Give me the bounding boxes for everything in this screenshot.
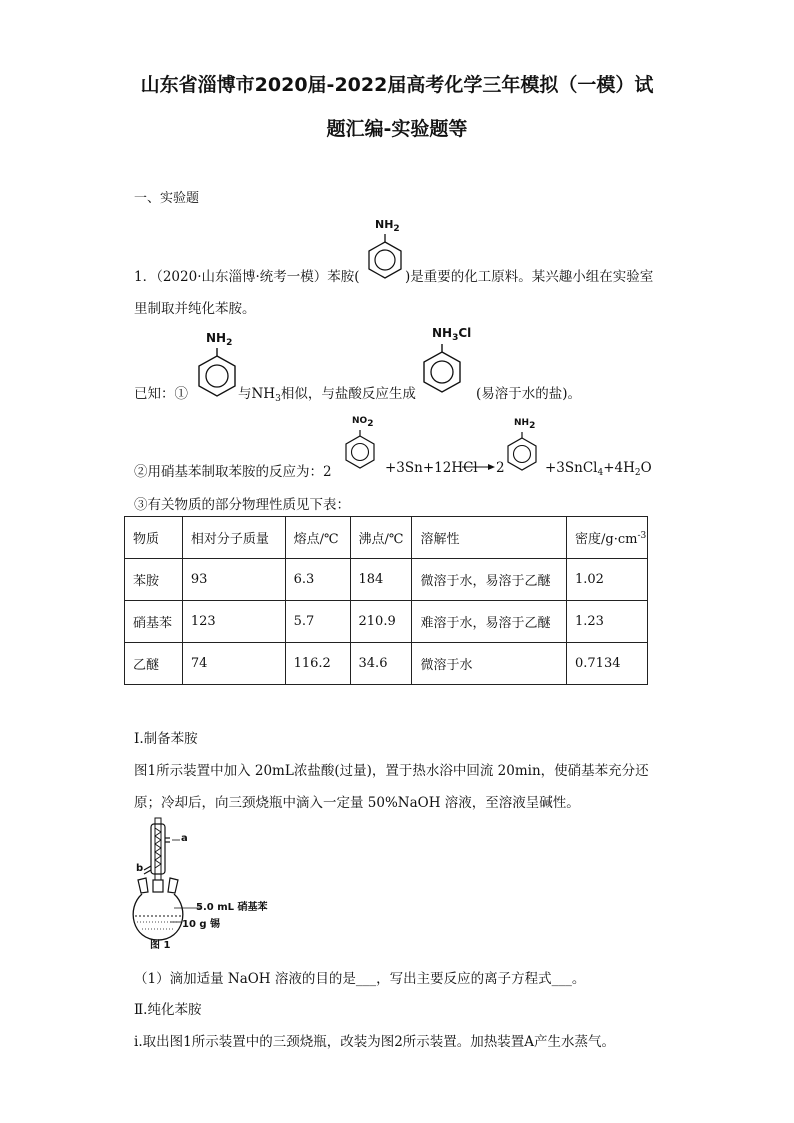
known-prefix: 已知：① — [134, 386, 188, 402]
nitro-label: $NO_2$ — [352, 416, 374, 429]
part1-title: Ⅰ.制备苯胺 — [134, 731, 198, 747]
properties-table — [124, 516, 648, 685]
figure-label-b: b — [136, 863, 144, 874]
table-header-density: 密度$/g\cdot cm^{-3}$ — [567, 517, 648, 559]
product-aniline-structure — [505, 432, 539, 472]
table-cell: 34.6 — [350, 643, 412, 685]
known-nh2-label: $NH_2$ — [206, 331, 233, 348]
section-heading: 一、实验题 — [134, 191, 200, 206]
table-cell: 210.9 — [350, 601, 412, 643]
product-nh2-label: $NH_2$ — [514, 418, 536, 431]
table-row — [125, 601, 648, 643]
doc-title-line1: 山东省淄博市2020届-2022届高考化学三年模拟（一模）试 — [140, 74, 654, 96]
q1-line2: 里制取并纯化苯胺。 — [134, 301, 256, 317]
part2-step-i: ⅰ.取出图1所示装置中的三颈烧瓶，改装为图2所示装置。加热装置A产生水蒸气。 — [134, 1034, 616, 1050]
known-suffix: (易溶于水的盐)。 — [476, 386, 582, 402]
part2-title: Ⅱ.纯化苯胺 — [134, 1002, 202, 1018]
table-cell: 184 — [350, 559, 412, 601]
table-cell: 难溶于水，易溶于乙醚 — [412, 601, 567, 643]
table-cell: 乙醚 — [125, 643, 183, 685]
table-cell: 116.2 — [285, 643, 350, 685]
known-aniline-structure — [195, 348, 239, 398]
table-row — [125, 559, 648, 601]
table-cell: 1.23 — [567, 601, 648, 643]
table-cell: 微溶于水 — [412, 643, 567, 685]
known-mid: 与$NH_3$相似，与盐酸反应生成 — [238, 386, 416, 404]
table-header: 相对分子质量 — [182, 517, 285, 559]
nitrobenzene-structure — [343, 430, 377, 470]
figure-label-a: a — [181, 833, 188, 844]
table-cell: 1.02 — [567, 559, 648, 601]
table-header: 熔点/℃ — [285, 517, 350, 559]
reaction-arrow — [462, 462, 496, 472]
reaction-products: $+3SnCl_4+4H_2O$ — [545, 460, 652, 478]
table-header: 溶解性 — [412, 517, 567, 559]
part1-text-line1: 图1所示装置中加入 20mL浓盐酸(过量)，置于热水浴中回流 20min，使硝基苯充分还 — [134, 763, 649, 779]
figure-label-nitrobenzene: 5.0 mL 硝基苯 — [196, 902, 268, 913]
table-intro: ③有关物质的部分物理性质见下表： — [134, 497, 350, 513]
part1-text-line2: 原；冷却后，向三颈烧瓶中滴入一定量 50%NaOH 溶液，至溶液呈碱性。 — [134, 795, 580, 811]
reaction-prefix: ②用硝基苯制取苯胺的反应为：2 — [134, 464, 332, 480]
table-cell: 74 — [182, 643, 285, 685]
q1-after: )是重要的化工原料。某兴趣小组在实验室 — [405, 269, 654, 285]
table-cell: 0.7134 — [567, 643, 648, 685]
aniline-structure — [365, 234, 405, 280]
table-header: 沸点/℃ — [350, 517, 412, 559]
q1-lead: 1．（2020·山东淄博·统考一模）苯胺( — [134, 269, 360, 285]
figure-caption: 图 1 — [150, 940, 171, 951]
doc-title-line2: 题汇编-实验题等 — [326, 118, 468, 140]
table-cell: 5.7 — [285, 601, 350, 643]
table-cell: 123 — [182, 601, 285, 643]
reaction-reagents: +3Sn+12HCl — [385, 460, 478, 476]
anilinium-label: $NH_3Cl$ — [432, 326, 472, 343]
table-cell: 微溶于水，易溶于乙醚 — [412, 559, 567, 601]
anilinium-structure — [420, 344, 464, 394]
question-1-1: （1）滴加适量 NaOH 溶液的目的是___，写出主要反应的离子方程式___。 — [134, 971, 586, 987]
table-cell: 6.3 — [285, 559, 350, 601]
table-row — [125, 643, 648, 685]
figure-label-tin: 10 g 锡 — [182, 919, 221, 930]
table-header: 物质 — [125, 517, 183, 559]
table-cell: 硝基苯 — [125, 601, 183, 643]
aniline-nh2-label: $NH_2$ — [375, 218, 400, 234]
table-cell: 93 — [182, 559, 285, 601]
reaction-coef: 2 — [496, 460, 505, 476]
table-header-row — [125, 517, 648, 559]
table-cell: 苯胺 — [125, 559, 183, 601]
